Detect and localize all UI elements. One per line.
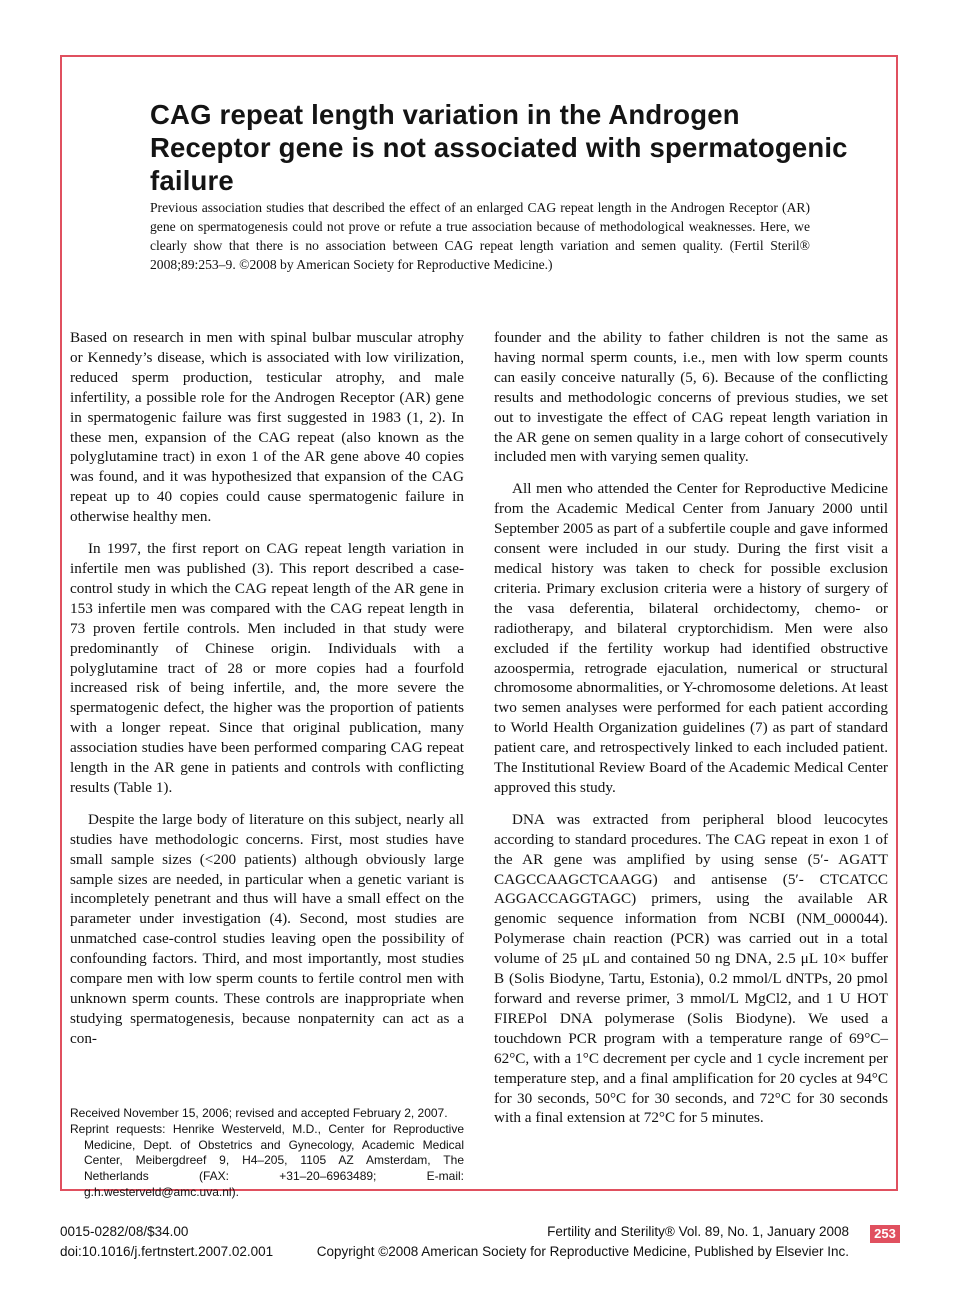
body-paragraph: Despite the large body of literature on this subject, nearly all studies have methodologic concerns. First, most studies have small sample sizes (<200 patients) although obviously large sample sizes are needed, in particular when a genetic variant is incompletely penetrant and thus will have a small effect on the parameter under investigation (4). Second, most studies are unmatched case-control studies leaving open the possibility of confounding factors. Third, and most importantly, most studies compare men with low sperm counts to fertile control men with unknown sperm counts. These controls are inappropriate when studying spermatogenesis, because nonpaternity can act as a con- <box>70 810 464 1047</box>
footer-left <box>60 1222 273 1262</box>
body-paragraph: All men who attended the Center for Reproductive Medicine from the Academic Medical Center from January 2000 until September 2005 as part of a subfertile couple and gave informed consent were included in our study. During the first visit a medical history was taken to check for possible exclusion criteria. Primary exclusion criteria were a history of surgery of the vasa deferentia, bilateral orchidectomy, chemo- or radiotherapy, and bilateral cryptorchidism. Men were also excluded if the fertility workup had identified obstructive azoospermia, retrograde ejaculation, numerical or structural chromosome abnormalities, or Y-chromosome deletions. At least two semen analyses were performed for each patient according to World Health Organization guidelines (7) as part of standard patient care, and retrospectively linked to each included patient. The Institutional Review Board of the Academic Medical Center approved this study. <box>494 480 888 796</box>
copyright: Copyright ©2008 American Society for Reproductive Medicine, Published by Elsevier Inc. <box>316 1244 849 1259</box>
footer-right <box>317 1222 849 1262</box>
received-date: Received November 15, 2006; revised and accepted February 2, 2007. <box>70 1106 448 1120</box>
right-column <box>494 328 888 1140</box>
abstract: Previous association studies that described the effect of an enlarged CAG repeat length in the Androgen Receptor (AR) gene on spermatogenesis could not prove or refute a true association because of methodological weaknesses. Here, we clearly show that there is no association between CAG repeat length variation and semen quality. (Fertil Steril® 2008;89:253–9. ©2008 by American Society for Reproductive Medicine.) <box>150 200 810 272</box>
body-paragraph: DNA was extracted from peripheral blood leucocytes according to standard procedures. The CAG repeat in exon 1 of the AR gene was amplified by using sense (5′- AGATT CAGCCAAGCTCAAGG) and antisense (5′- CTCATCC AGGACCAGGTAGC) primers, using the available AR genomic sequence information from NCBI (NM_000044). Polymerase chain reaction (PCR) was carried out in a total volume of 25 μL and contained 50 ng DNA, 2.5 μL 10× buffer B (Solis Biodyne, Tartu, Estonia), 0.2 mmol/L dNTPs, 20 pmol forward and reverse primer, 3 mmol/L MgCl2, and 1 U HOT FIREPol DNA polymerase (Solis Biodyne). We used a touchdown PCR program with a temperature range of 69°C–62°C, with a 1°C decrement per cycle and 1 cycle increment per temperature step, and a final amplification for 20 cycles at 94°C for 30 seconds, 50°C for 30 seconds, and 72°C for 30 seconds with a final extension at 72°C for 5 minutes. <box>494 810 888 1127</box>
page-number: 253 <box>870 1225 900 1243</box>
left-column <box>70 328 464 1061</box>
reprint-requests: Reprint requests: Henrike Westerveld, M.D., Center for Reproductive Medicine, Dept. of Obstetrics and Gynecology, Academic Medical Center, Meibergdreef 9, H4–205, 1105 AZ Amsterdam, The Netherlands (FAX: +31–20–6963489; E-mail: g.h.westerveld@amc.uva.nl). <box>70 1121 464 1199</box>
issn: 0015-0282/08/$34.00 <box>60 1224 189 1239</box>
article-title: CAG repeat length variation in the Androgen Receptor gene is not associated with spermatogenic failure <box>150 99 848 196</box>
correspondence-note <box>70 1106 464 1201</box>
doi[interactable]: doi:10.1016/j.fertnstert.2007.02.001 <box>60 1244 274 1259</box>
body-paragraph: In 1997, the first report on CAG repeat length variation in infertile men was published (3). This report described a case-control study in which the CAG repeat length of the AR gene in 153 infertile men was compared with the CAG repeat length in 73 proven fertile controls. Men included in that study were predominantly of Chinese origin. Individuals with a polyglutamine tract of 28 or more copies had a fourfold increased risk of being infertile, and, the more severe the spermatogenic defect, the higher was the proportion of patients with a longer repeat. Since that original publication, many association studies have been performed comparing CAG repeat length in the AR gene in patients and controls with conflicting results (Table 1). <box>70 540 464 796</box>
body-paragraph: founder and the ability to father children is not the same as having normal sperm counts, i.e., men with low sperm counts can easily conceive naturally (5, 6). Because of the conflicting results and methodologic concerns of previous studies, we set out to investigate the effect of CAG repeat length variation in the AR gene on semen quality in a large cohort of consecutively included men with varying semen quality. <box>494 329 888 466</box>
body-paragraph: Based on research in men with spinal bulbar muscular atrophy or Kennedy’s disease, which is associated with low virilization, reduced sperm production, testicular atrophy, and male infertility, a possible role for the Androgen Receptor (AR) gene in spermatogenic failure was first suggested in 1983 (1, 2). In these men, expansion of the CAG repeat (also known as the polyglutamine tract) in exon 1 of the AR gene above 40 copies was found, and it was hypothesized that expansion of the CAG repeat up to 40 copies could cause spermatogenic failure in otherwise healthy men. <box>70 329 464 526</box>
journal-citation: Fertility and Sterility® Vol. 89, No. 1, January 2008 <box>547 1224 849 1239</box>
